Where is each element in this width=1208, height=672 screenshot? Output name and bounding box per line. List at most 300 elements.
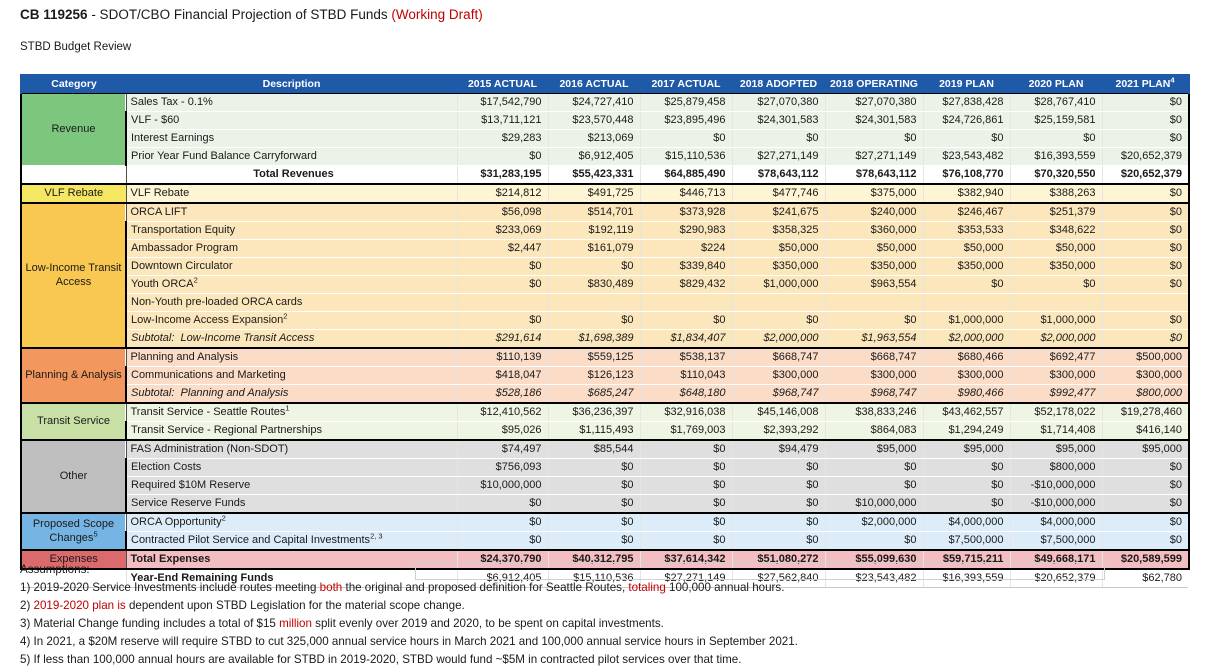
value-cell[interactable]: $2,447 — [457, 240, 548, 258]
description-cell[interactable]: Communications and Marketing — [126, 367, 457, 385]
value-cell[interactable]: $0 — [732, 130, 825, 148]
value-cell[interactable] — [1010, 294, 1102, 312]
table-row — [21, 294, 1189, 312]
value-cell[interactable]: $300,000 — [923, 367, 1010, 385]
description-cell[interactable]: Election Costs — [126, 459, 457, 477]
value-cell[interactable]: $692,477 — [1010, 348, 1102, 367]
value-cell[interactable]: $0 — [640, 477, 732, 495]
value-cell[interactable]: $24,301,583 — [732, 112, 825, 130]
assumptions-heading: Assumptions: — [20, 563, 90, 576]
value-cell[interactable]: $0 — [825, 477, 923, 495]
value-cell[interactable]: $348,622 — [1010, 222, 1102, 240]
value-cell[interactable]: $27,271,149 — [640, 569, 732, 588]
value-cell[interactable]: $27,271,149 — [825, 148, 923, 166]
value-cell[interactable]: $648,180 — [640, 385, 732, 404]
value-cell[interactable]: $0 — [640, 495, 732, 514]
value-cell[interactable]: $62,780 — [1102, 569, 1189, 588]
value-cell[interactable] — [1102, 294, 1189, 312]
value-cell[interactable]: $1,115,493 — [548, 422, 640, 441]
value-cell[interactable]: $0 — [1102, 203, 1189, 222]
value-cell[interactable]: $1,963,554 — [825, 330, 923, 349]
column-header[interactable]: 2018 OPERATING — [825, 74, 923, 94]
value-cell[interactable]: $0 — [732, 459, 825, 477]
value-cell[interactable]: $15,110,536 — [640, 148, 732, 166]
value-cell[interactable]: $360,000 — [825, 222, 923, 240]
value-cell[interactable]: $0 — [1102, 222, 1189, 240]
value-cell[interactable]: $0 — [1102, 495, 1189, 514]
value-cell[interactable]: $300,000 — [825, 367, 923, 385]
value-cell[interactable]: $992,477 — [1010, 385, 1102, 404]
description-cell[interactable]: Subtotal: Planning and Analysis — [126, 385, 457, 404]
assumption-text-red: million — [279, 617, 312, 630]
value-cell[interactable]: $1,000,000 — [732, 276, 825, 294]
description-cell[interactable]: Ambassador Program — [126, 240, 457, 258]
value-cell[interactable]: $233,069 — [457, 222, 548, 240]
value-cell[interactable]: $0 — [1102, 330, 1189, 349]
value-cell[interactable]: $0 — [548, 258, 640, 276]
table-row — [21, 403, 1189, 422]
value-cell[interactable]: $6,912,405 — [457, 569, 548, 588]
description-cell[interactable]: VLF - $60 — [126, 112, 457, 130]
value-cell[interactable]: $968,747 — [732, 385, 825, 404]
value-cell[interactable]: $829,432 — [640, 276, 732, 294]
value-cell[interactable]: -$10,000,000 — [1010, 495, 1102, 514]
value-cell[interactable]: $94,479 — [732, 440, 825, 459]
category-cell[interactable]: Expenses — [21, 550, 126, 569]
description-cell[interactable]: Service Reserve Funds — [126, 495, 457, 514]
value-cell[interactable]: $2,000,000 — [1010, 330, 1102, 349]
value-cell[interactable]: $0 — [923, 276, 1010, 294]
value-cell[interactable]: $0 — [1102, 532, 1189, 551]
value-cell[interactable]: $0 — [640, 440, 732, 459]
category-cell[interactable]: Other — [21, 440, 126, 513]
value-cell[interactable]: $38,833,246 — [825, 403, 923, 422]
value-cell[interactable]: $300,000 — [1010, 367, 1102, 385]
table-row — [21, 258, 1189, 276]
column-header[interactable]: 2020 PLAN — [1010, 74, 1102, 94]
value-cell[interactable]: $668,747 — [825, 348, 923, 367]
value-cell[interactable]: $20,652,379 — [1102, 148, 1189, 166]
value-cell[interactable]: $59,715,211 — [923, 550, 1010, 569]
assumption-text: 5) If less than 100,000 annual hours are available for STBD in 2019-2020, STBD would fund ~$5M in contracted pilot services over that time. — [20, 653, 742, 666]
value-cell[interactable]: $0 — [640, 513, 732, 532]
value-cell[interactable]: $246,467 — [923, 203, 1010, 222]
description-cell[interactable]: Required $10M Reserve — [126, 477, 457, 495]
value-cell[interactable]: $24,301,583 — [825, 112, 923, 130]
value-cell[interactable]: $7,500,000 — [1010, 532, 1102, 551]
value-cell[interactable]: $0 — [825, 459, 923, 477]
value-cell[interactable]: $0 — [548, 459, 640, 477]
description-cell[interactable]: Total Revenues — [126, 166, 457, 185]
value-cell[interactable]: $2,000,000 — [923, 330, 1010, 349]
table-row — [21, 130, 1189, 148]
value-cell[interactable]: $0 — [640, 459, 732, 477]
value-cell[interactable]: $27,070,380 — [732, 94, 825, 112]
table-row — [21, 312, 1189, 330]
description-cell[interactable]: ORCA LIFT — [126, 203, 457, 222]
assumption-text: 4) In 2021, a $20M reserve will require STBD to cut 325,000 annual service hours in March 2021 and 100,000 annual service hours in September 2021. — [20, 635, 798, 648]
value-cell[interactable]: $74,497 — [457, 440, 548, 459]
description-cell[interactable]: Downtown Circulator — [126, 258, 457, 276]
value-cell[interactable]: $358,325 — [732, 222, 825, 240]
value-cell[interactable]: $50,000 — [732, 240, 825, 258]
value-cell[interactable]: $251,379 — [1010, 203, 1102, 222]
value-cell[interactable]: $19,278,460 — [1102, 403, 1189, 422]
value-cell[interactable]: $0 — [825, 532, 923, 551]
value-cell[interactable]: $0 — [732, 532, 825, 551]
value-cell[interactable]: $0 — [548, 532, 640, 551]
value-cell[interactable]: $110,043 — [640, 367, 732, 385]
category-cell[interactable]: Revenue — [21, 94, 126, 166]
assumption-line — [20, 651, 798, 669]
value-cell[interactable]: $20,652,379 — [1010, 569, 1102, 588]
value-cell[interactable]: $0 — [548, 312, 640, 330]
value-cell[interactable]: $0 — [923, 477, 1010, 495]
value-cell[interactable]: $27,562,840 — [732, 569, 825, 588]
table-row — [21, 112, 1189, 130]
value-cell[interactable]: $680,466 — [923, 348, 1010, 367]
description-cell[interactable]: Low-Income Access Expansion$^2$ — [126, 312, 457, 330]
value-cell[interactable]: $110,139 — [457, 348, 548, 367]
value-cell[interactable]: $968,747 — [825, 385, 923, 404]
value-cell[interactable]: $25,879,458 — [640, 94, 732, 112]
value-cell[interactable]: $559,125 — [548, 348, 640, 367]
value-cell[interactable]: $17,542,790 — [457, 94, 548, 112]
description-cell[interactable]: Transportation Equity — [126, 222, 457, 240]
value-cell[interactable]: $31,283,195 — [457, 166, 548, 185]
value-cell[interactable]: $0 — [640, 532, 732, 551]
value-cell[interactable]: $0 — [1102, 130, 1189, 148]
value-cell[interactable]: $16,393,559 — [1010, 148, 1102, 166]
description-cell[interactable]: Subtotal: Low-Income Transit Access — [126, 330, 457, 349]
value-cell[interactable]: $0 — [548, 495, 640, 514]
table-row — [21, 532, 1189, 551]
value-cell[interactable]: $12,410,562 — [457, 403, 548, 422]
value-cell[interactable]: $980,466 — [923, 385, 1010, 404]
column-header[interactable]: 2017 ACTUAL — [640, 74, 732, 94]
value-cell[interactable]: $290,983 — [640, 222, 732, 240]
value-cell[interactable]: -$10,000,000 — [1010, 477, 1102, 495]
table-row — [21, 203, 1189, 222]
description-cell[interactable]: Transit Service - Regional Partnerships — [126, 422, 457, 441]
value-cell[interactable]: $0 — [1102, 513, 1189, 532]
value-cell[interactable]: $20,652,379 — [1102, 166, 1189, 185]
category-cell[interactable] — [21, 166, 126, 185]
table-row — [21, 276, 1189, 294]
value-cell[interactable]: $95,026 — [457, 422, 548, 441]
value-cell[interactable]: $27,838,428 — [923, 94, 1010, 112]
value-cell[interactable] — [732, 294, 825, 312]
value-cell[interactable]: $4,000,000 — [1010, 513, 1102, 532]
table-row — [21, 477, 1189, 495]
value-cell[interactable]: $0 — [732, 513, 825, 532]
value-cell[interactable]: $76,108,770 — [923, 166, 1010, 185]
value-cell[interactable]: $350,000 — [732, 258, 825, 276]
value-cell[interactable]: $0 — [1102, 312, 1189, 330]
description-cell[interactable]: Year-End Remaining Funds — [126, 569, 457, 588]
value-cell[interactable]: $32,916,038 — [640, 403, 732, 422]
value-cell[interactable]: $0 — [457, 532, 548, 551]
description-cell[interactable]: Interest Earnings — [126, 130, 457, 148]
category-cell[interactable]: Low-Income Transit Access — [21, 203, 126, 348]
value-cell[interactable]: $0 — [1102, 184, 1189, 203]
table-row — [21, 148, 1189, 166]
page-title — [20, 7, 483, 22]
value-cell[interactable]: $29,283 — [457, 130, 548, 148]
value-cell[interactable]: $95,000 — [825, 440, 923, 459]
value-cell[interactable]: $7,500,000 — [923, 532, 1010, 551]
description-cell[interactable]: Sales Tax - 0.1% — [126, 94, 457, 112]
value-cell[interactable]: $0 — [732, 495, 825, 514]
value-cell[interactable]: $800,000 — [1010, 459, 1102, 477]
assumptions-section — [20, 561, 798, 669]
value-cell[interactable]: $0 — [923, 459, 1010, 477]
page-subtitle: STBD Budget Review — [20, 41, 132, 53]
value-cell[interactable]: $43,462,557 — [923, 403, 1010, 422]
value-cell[interactable]: $2,393,292 — [732, 422, 825, 441]
value-cell[interactable]: $25,159,581 — [1010, 112, 1102, 130]
value-cell[interactable]: $13,711,121 — [457, 112, 548, 130]
value-cell[interactable]: $0 — [1102, 240, 1189, 258]
table-row — [21, 367, 1189, 385]
value-cell[interactable]: $0 — [457, 258, 548, 276]
value-cell[interactable]: $240,000 — [825, 203, 923, 222]
value-cell[interactable]: $0 — [457, 513, 548, 532]
table-row — [21, 459, 1189, 477]
value-cell[interactable]: $2,000,000 — [825, 513, 923, 532]
title-working-draft: (Working Draft) — [391, 7, 483, 22]
value-cell[interactable]: $756,093 — [457, 459, 548, 477]
title-main: - SDOT/CBO Financial Projection of STBD Funds — [87, 7, 392, 22]
description-cell[interactable]: Youth ORCA$^2$ — [126, 276, 457, 294]
value-cell[interactable]: $0 — [923, 130, 1010, 148]
table-row — [21, 222, 1189, 240]
value-cell[interactable] — [640, 294, 732, 312]
value-cell[interactable]: $300,000 — [732, 367, 825, 385]
description-cell[interactable]: FAS Administration (Non-SDOT) — [126, 440, 457, 459]
value-cell[interactable]: $291,614 — [457, 330, 548, 349]
value-cell[interactable]: $0 — [1102, 477, 1189, 495]
value-cell[interactable]: $350,000 — [1010, 258, 1102, 276]
value-cell[interactable]: $685,247 — [548, 385, 640, 404]
value-cell[interactable]: $388,263 — [1010, 184, 1102, 203]
value-cell[interactable]: $1,294,249 — [923, 422, 1010, 441]
value-cell[interactable]: $40,312,795 — [548, 550, 640, 569]
value-cell[interactable]: $23,895,496 — [640, 112, 732, 130]
value-cell[interactable] — [457, 294, 548, 312]
assumption-text: 2) — [20, 599, 34, 612]
value-cell[interactable]: $95,000 — [923, 440, 1010, 459]
value-cell[interactable]: $4,000,000 — [923, 513, 1010, 532]
value-cell[interactable]: $50,000 — [1010, 240, 1102, 258]
value-cell[interactable]: $95,000 — [1010, 440, 1102, 459]
value-cell[interactable]: $963,554 — [825, 276, 923, 294]
value-cell[interactable]: $55,099,630 — [825, 550, 923, 569]
value-cell[interactable]: $16,393,559 — [923, 569, 1010, 588]
value-cell[interactable] — [548, 294, 640, 312]
value-cell[interactable]: $0 — [923, 495, 1010, 514]
table-row — [21, 385, 1189, 404]
value-cell[interactable]: $20,589,599 — [1102, 550, 1189, 569]
budget-table-grid — [20, 74, 1190, 588]
table-row — [21, 240, 1189, 258]
value-cell[interactable]: $538,137 — [640, 348, 732, 367]
value-cell[interactable]: $27,271,149 — [732, 148, 825, 166]
value-cell[interactable]: $491,725 — [548, 184, 640, 203]
description-cell[interactable]: VLF Rebate — [126, 184, 457, 203]
value-cell[interactable] — [825, 294, 923, 312]
assumption-text-red: 2019-2020 plan is — [33, 599, 126, 612]
value-cell[interactable]: $339,840 — [640, 258, 732, 276]
value-cell[interactable]: $0 — [457, 148, 548, 166]
description-cell[interactable]: Transit Service - Seattle Routes$^1$ — [126, 403, 457, 422]
value-cell[interactable]: $1,000,000 — [923, 312, 1010, 330]
value-cell[interactable]: $1,698,389 — [548, 330, 640, 349]
value-cell[interactable]: $830,489 — [548, 276, 640, 294]
column-header[interactable]: Description — [126, 74, 457, 94]
assumption-text: the original and proposed definition for Seattle Routes, — [342, 581, 629, 594]
value-cell[interactable]: $0 — [732, 477, 825, 495]
value-cell[interactable]: $0 — [1102, 459, 1189, 477]
column-header[interactable]: 2015 ACTUAL — [457, 74, 548, 94]
value-cell[interactable]: $668,747 — [732, 348, 825, 367]
value-cell[interactable]: $350,000 — [825, 258, 923, 276]
value-cell[interactable]: $24,726,861 — [923, 112, 1010, 130]
value-cell[interactable]: $1,000,000 — [1010, 312, 1102, 330]
value-cell[interactable]: $23,543,482 — [923, 148, 1010, 166]
value-cell[interactable]: $214,812 — [457, 184, 548, 203]
value-cell[interactable]: $1,714,408 — [1010, 422, 1102, 441]
column-header[interactable]: Category — [21, 74, 126, 94]
value-cell[interactable]: $1,769,003 — [640, 422, 732, 441]
value-cell[interactable]: $0 — [457, 276, 548, 294]
column-header[interactable]: 2019 PLAN — [923, 74, 1010, 94]
value-cell[interactable]: $0 — [1010, 276, 1102, 294]
value-cell[interactable]: $416,140 — [1102, 422, 1189, 441]
value-cell[interactable]: $300,000 — [1102, 367, 1189, 385]
column-header[interactable]: 2016 ACTUAL — [548, 74, 640, 94]
value-cell[interactable]: $6,912,405 — [548, 148, 640, 166]
description-cell[interactable]: Total Expenses — [126, 550, 457, 569]
value-cell[interactable]: $0 — [1102, 276, 1189, 294]
value-cell[interactable]: $52,178,022 — [1010, 403, 1102, 422]
value-cell[interactable]: $373,928 — [640, 203, 732, 222]
value-cell[interactable]: $500,000 — [1102, 348, 1189, 367]
value-cell[interactable] — [923, 294, 1010, 312]
description-cell[interactable]: Planning and Analysis — [126, 348, 457, 367]
value-cell[interactable]: $51,080,272 — [732, 550, 825, 569]
value-cell[interactable]: $0 — [640, 312, 732, 330]
value-cell[interactable]: $382,940 — [923, 184, 1010, 203]
category-cell[interactable]: Transit Service — [21, 403, 126, 440]
assumption-text-red: both — [319, 581, 343, 594]
value-cell[interactable]: $241,675 — [732, 203, 825, 222]
value-cell[interactable]: $55,423,331 — [548, 166, 640, 185]
value-cell[interactable]: $0 — [1010, 130, 1102, 148]
title-code: CB 119256 — [20, 7, 88, 22]
value-cell[interactable]: $10,000,000 — [457, 477, 548, 495]
description-cell[interactable]: ORCA Opportunity$^2$ — [126, 513, 457, 532]
value-cell[interactable]: $50,000 — [825, 240, 923, 258]
value-cell[interactable]: $95,000 — [1102, 440, 1189, 459]
value-cell[interactable]: $514,701 — [548, 203, 640, 222]
column-header[interactable]: 2021 PLAN$^4$ — [1102, 74, 1189, 94]
value-cell[interactable]: $23,570,448 — [548, 112, 640, 130]
value-cell[interactable]: $800,000 — [1102, 385, 1189, 404]
value-cell[interactable]: $161,079 — [548, 240, 640, 258]
value-cell[interactable]: $85,544 — [548, 440, 640, 459]
value-cell[interactable]: $56,098 — [457, 203, 548, 222]
value-cell[interactable]: $375,000 — [825, 184, 923, 203]
value-cell[interactable]: $0 — [1102, 258, 1189, 276]
value-cell[interactable]: $1,834,407 — [640, 330, 732, 349]
value-cell[interactable]: $418,047 — [457, 367, 548, 385]
value-cell[interactable]: $23,543,482 — [825, 569, 923, 588]
category-cell[interactable]: Planning & Analysis — [21, 348, 126, 403]
value-cell[interactable]: $192,119 — [548, 222, 640, 240]
value-cell[interactable]: $2,000,000 — [732, 330, 825, 349]
value-cell[interactable]: $224 — [640, 240, 732, 258]
value-cell[interactable]: $0 — [1102, 94, 1189, 112]
category-cell[interactable]: VLF Rebate — [21, 184, 126, 203]
description-cell[interactable]: Non-Youth pre-loaded ORCA cards — [126, 294, 457, 312]
value-cell[interactable]: $36,236,397 — [548, 403, 640, 422]
assumption-line — [20, 597, 798, 615]
column-header[interactable]: 2018 ADOPTED — [732, 74, 825, 94]
value-cell[interactable]: $0 — [640, 130, 732, 148]
value-cell[interactable]: $0 — [457, 495, 548, 514]
description-cell[interactable]: Contracted Pilot Service and Capital Investments$^{2, 3}$ — [126, 532, 457, 551]
value-cell[interactable]: $45,146,008 — [732, 403, 825, 422]
description-cell[interactable]: Prior Year Fund Balance Carryforward — [126, 148, 457, 166]
value-cell[interactable]: $27,070,380 — [825, 94, 923, 112]
table-row — [21, 184, 1189, 203]
value-cell[interactable]: $50,000 — [923, 240, 1010, 258]
table-row — [21, 513, 1189, 532]
value-cell[interactable]: $78,643,112 — [825, 166, 923, 185]
value-cell[interactable]: $0 — [548, 477, 640, 495]
value-cell[interactable]: $0 — [825, 130, 923, 148]
table-row — [21, 166, 1189, 185]
value-cell[interactable]: $78,643,112 — [732, 166, 825, 185]
value-cell[interactable]: $49,668,171 — [1010, 550, 1102, 569]
value-cell[interactable]: $477,746 — [732, 184, 825, 203]
value-cell[interactable]: $126,123 — [548, 367, 640, 385]
value-cell[interactable]: $213,069 — [548, 130, 640, 148]
table-row — [21, 348, 1189, 367]
value-cell[interactable]: $0 — [825, 312, 923, 330]
value-cell[interactable]: $37,614,342 — [640, 550, 732, 569]
value-cell[interactable]: $353,533 — [923, 222, 1010, 240]
value-cell[interactable]: $528,186 — [457, 385, 548, 404]
value-cell[interactable]: $864,083 — [825, 422, 923, 441]
value-cell[interactable]: $28,767,410 — [1010, 94, 1102, 112]
value-cell[interactable]: $24,727,410 — [548, 94, 640, 112]
category-cell[interactable]: Proposed Scope Changes$^5$ — [21, 513, 126, 550]
value-cell[interactable]: $0 — [1102, 112, 1189, 130]
value-cell[interactable]: $350,000 — [923, 258, 1010, 276]
value-cell[interactable]: $0 — [548, 513, 640, 532]
value-cell[interactable]: $64,885,490 — [640, 166, 732, 185]
table-row — [21, 330, 1189, 349]
value-cell[interactable]: $24,370,790 — [457, 550, 548, 569]
value-cell[interactable]: $70,320,550 — [1010, 166, 1102, 185]
value-cell[interactable]: $446,713 — [640, 184, 732, 203]
value-cell[interactable]: $0 — [457, 312, 548, 330]
value-cell[interactable]: $10,000,000 — [825, 495, 923, 514]
value-cell[interactable]: $15,110,536 — [548, 569, 640, 588]
value-cell[interactable]: $0 — [732, 312, 825, 330]
